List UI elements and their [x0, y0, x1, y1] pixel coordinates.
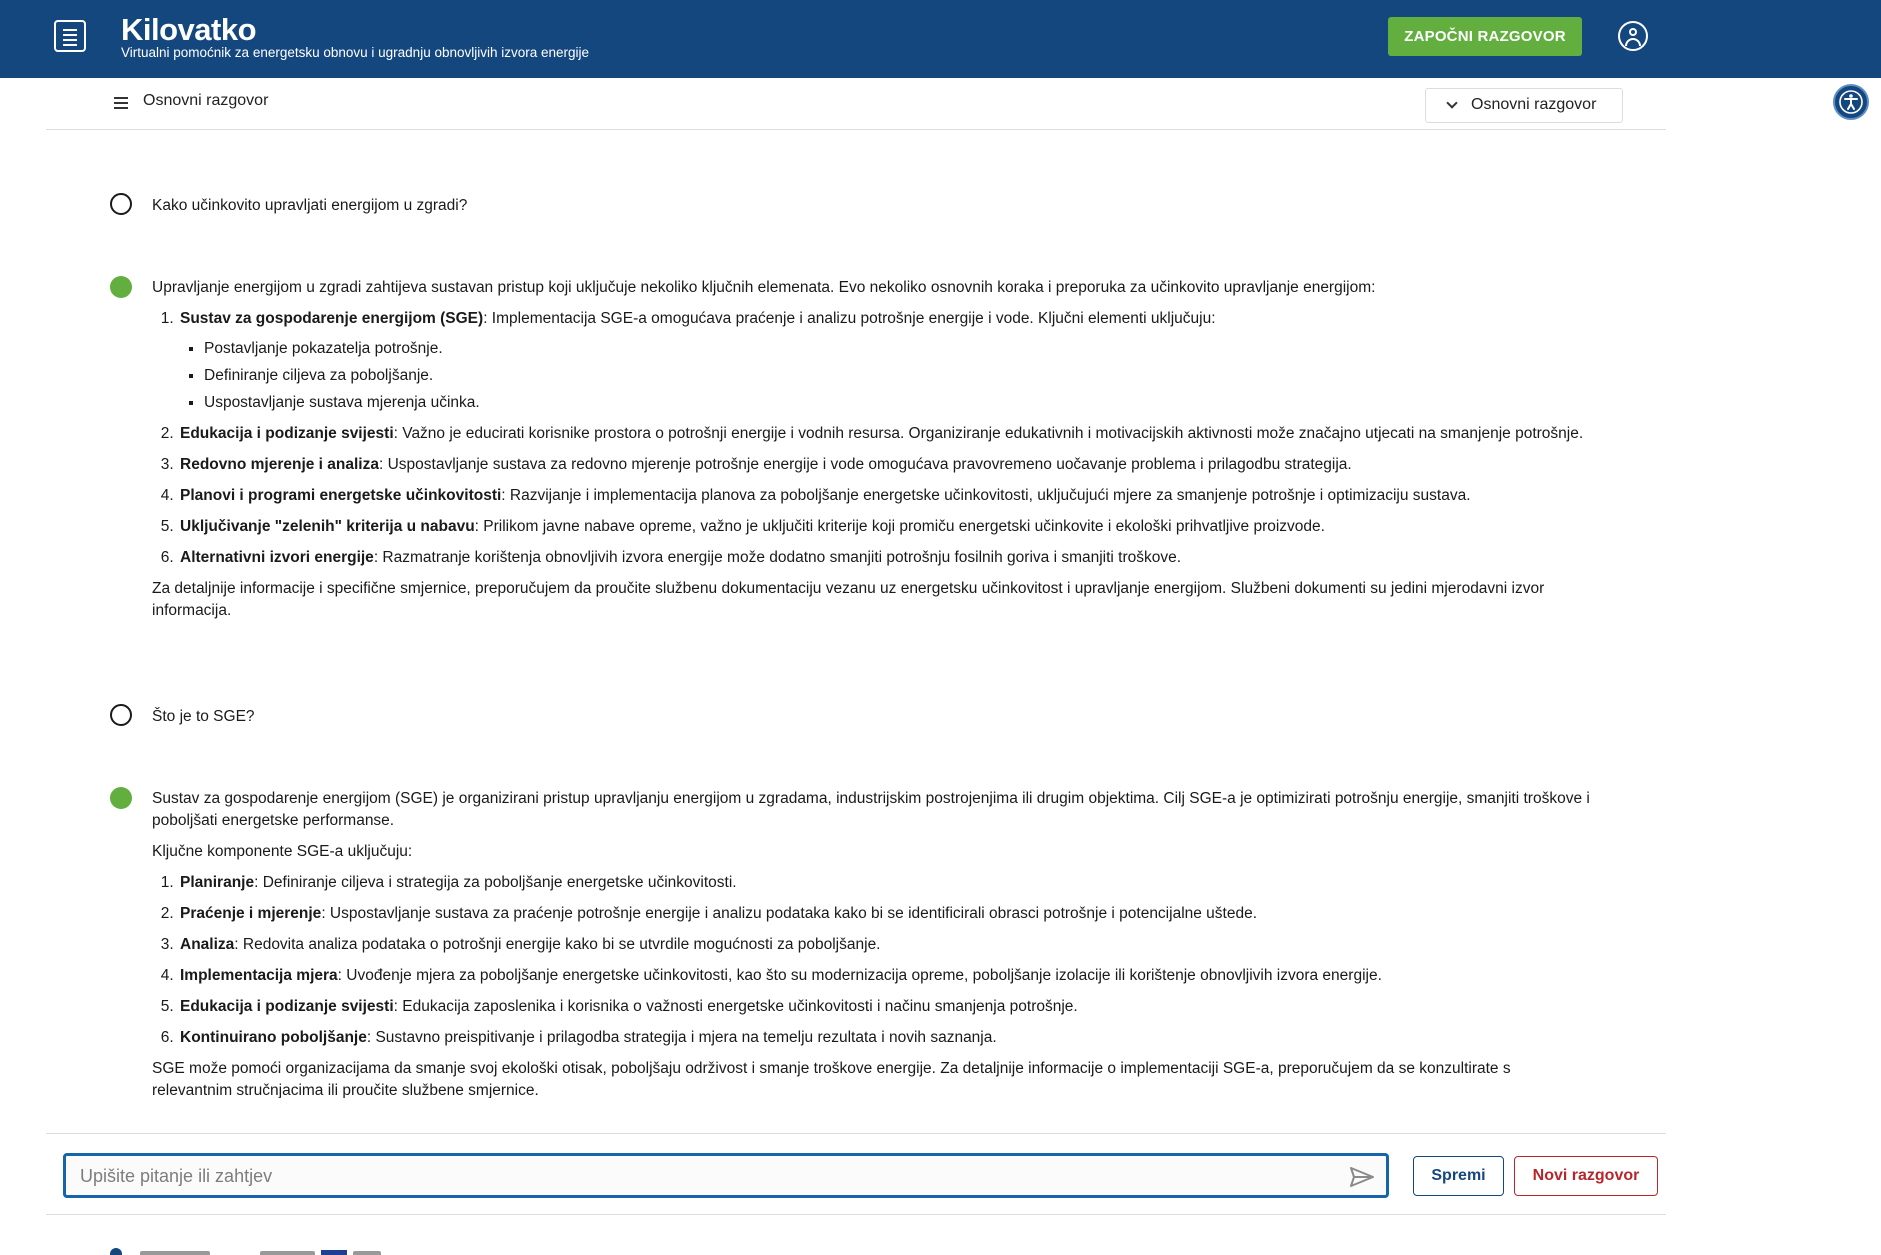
assistant-avatar-icon — [110, 276, 132, 298]
list-item: 3. Analiza: Redovita analiza podataka o potrošnji energije kako bi se utvrdile mogućnosti za poboljšanje. — [178, 934, 1590, 956]
question-input[interactable] — [80, 1166, 1320, 1187]
chat-message-assistant — [110, 787, 1590, 1098]
composer — [46, 1133, 1666, 1215]
footer-logo-icon — [140, 1251, 210, 1255]
list-item: 1. Sustav za gospodarenje energijom (SGE): Implementacija SGE-a omogućava praćenje i analizu potrošnje energije i vode. Ključni elementi uključuju: ▪ Postavljanje pokazatelja potrošnje. ▪ Definiranje ciljeva za poboljšanje. ▪ Uspostavljanje sustava mjerenja učinka. — [178, 308, 1590, 414]
list-item: 5. Edukacija i podizanje svijesti: Edukacija zaposlenika i korisnika o važnosti energetske učinkovitosti i načinu smanjenja potrošnje. — [178, 996, 1590, 1018]
menu-icon[interactable] — [54, 20, 86, 52]
list-item: 2. Praćenje i mjerenje: Uspostavljanje sustava za praćenje potrošnje energije i analizu podataka kako bi se identificirali obrasci potrošnje i potencijalne uštede. — [178, 903, 1590, 925]
message-list — [152, 872, 1590, 1049]
list-item: 4. Implementacija mjera: Uvođenje mjera za poboljšanje energetske učinkovitosti, kao što su modernizacija opreme, poboljšanje izolacije ili korištenje obnovljivih izvora energije. — [178, 965, 1590, 987]
footer-logo-icon — [353, 1251, 381, 1255]
chat-message-user — [110, 193, 1590, 226]
message-outro: SGE može pomoći organizacijama da smanje svoj ekološki otisak, poboljšaju održivost i smanje troškove energije. Za detaljnije informacije o implementaciji SGE-a, preporučujem da se konzultirate s relevantnim stručnjacima ili proučite službene smjernice. — [152, 1060, 1511, 1098]
footer-logo-icon — [260, 1251, 315, 1255]
sub-list-item: ▪ Definiranje ciljeva za poboljšanje. — [204, 365, 1590, 387]
user-avatar-icon — [110, 193, 132, 215]
sub-list-item: ▪ Uspostavljanje sustava mjerenja učinka. — [204, 392, 1590, 414]
save-button[interactable]: Spremi — [1413, 1156, 1504, 1196]
sub-list — [180, 338, 1590, 414]
message-text: Kako učinkovito upravljati energijom u zgradi? — [152, 197, 468, 214]
send-icon[interactable] — [1349, 1166, 1375, 1188]
chat-message-assistant — [110, 276, 1590, 631]
footer-logo-icon — [110, 1248, 122, 1255]
message-outro: Za detaljnije informacije i specifične smjernice, preporučujem da proučite službenu dokumentaciju vezanu uz energetsku učinkovitost i upravljanje energijom. Službeni dokumenti su jedini mjerodavni izvor informacija. — [152, 580, 1545, 619]
chat-message-user — [110, 704, 1590, 737]
message-intro-secondary: Ključne komponente SGE-a uključuju: — [152, 843, 413, 860]
chevron-down-icon — [1446, 97, 1457, 108]
question-field[interactable] — [63, 1153, 1389, 1198]
conversation-select[interactable] — [1425, 88, 1623, 123]
start-conversation-button[interactable]: ZAPOČNI RAZGOVOR — [1388, 17, 1582, 56]
sub-list-item: ▪ Postavljanje pokazatelja potrošnje. — [204, 338, 1590, 360]
app-header — [0, 0, 1881, 78]
list-item: 5. Uključivanje "zelenih" kriterija u nabavu: Prilikom javne nabave opreme, važno je uključiti kriterije koji promiču energetski učinkovite i ekološki prihvatljive proizvode. — [178, 516, 1590, 538]
message-intro: Upravljanje energijom u zgradi zahtijeva sustavan pristup koji uključuje nekoliko ključnih elemenata. Evo nekoliko osnovnih koraka i preporuka za učinkovito upravljanje energijom: — [152, 279, 1376, 296]
list-item: 1. Planiranje: Definiranje ciljeva i strategija za poboljšanje energetske učinkovitosti. — [178, 872, 1590, 894]
conversation-bar — [46, 78, 1666, 130]
app-subtitle: Virtualni pomoćnik za energetsku obnovu i ugradnju obnovljivih izvora energije — [121, 45, 590, 60]
list-icon[interactable] — [114, 97, 128, 109]
user-icon[interactable] — [1618, 21, 1648, 51]
message-list — [152, 308, 1590, 569]
message-intro: Sustav za gospodarenje energijom (SGE) je organizirani pristup upravljanju energijom u zgradama, industrijskim postrojenjima ili drugim objektima. Cilj SGE-a je optimizirati potrošnju energije, smanjiti troškove i poboljšati energetske performanse. — [152, 790, 1590, 829]
chat-area[interactable] — [0, 130, 1881, 1098]
new-conversation-button[interactable]: Novi razgovor — [1514, 1156, 1658, 1196]
app-title: Kilovatko — [121, 12, 257, 47]
accessibility-icon[interactable] — [1833, 84, 1869, 120]
conversation-label: Osnovni razgovor — [143, 92, 269, 109]
conversation-select-label: Osnovni razgovor — [1471, 96, 1597, 113]
list-item: 2. Edukacija i podizanje svijesti: Važno je educirati korisnike prostora o potrošnji energije i vodnih resursa. Organiziranje edukativnih i motivacijskih aktivnosti može značajno utjecati na smanjenje potrošnje. — [178, 423, 1590, 445]
list-item: 6. Alternativni izvori energije: Razmatranje korištenja obnovljivih izvora energije može dodatno smanjiti potrošnju fosilnih goriva i smanjiti troškove. — [178, 547, 1590, 569]
user-avatar-icon — [110, 704, 132, 726]
assistant-avatar-icon — [110, 787, 132, 809]
list-item: 4. Planovi i programi energetske učinkovitosti: Razvijanje i implementacija planova za poboljšanje energetske učinkovitosti, uključujući mjere za smanjenje potrošnje i optimizaciju sustava. — [178, 485, 1590, 507]
list-item: 6. Kontinuirano poboljšanje: Sustavno preispitivanje i prilagodba strategija i mjera na temelju rezultata i novih saznanja. — [178, 1027, 1590, 1049]
message-text: Što je to SGE? — [152, 708, 255, 725]
list-item: 3. Redovno mjerenje i analiza: Uspostavljanje sustava za redovno mjerenje potrošnje energije i vode omogućava pravovremeno uočavanje problema i prilagodbu strategija. — [178, 454, 1590, 476]
eu-flag-icon — [321, 1250, 347, 1255]
